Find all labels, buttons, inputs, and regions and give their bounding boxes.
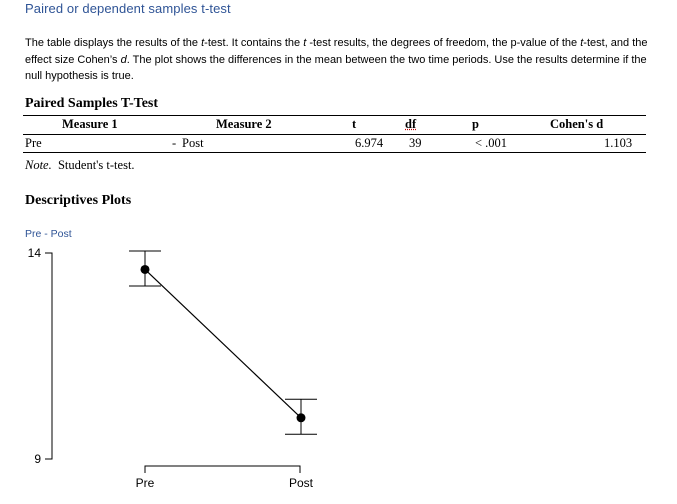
cell-dash: - [172, 136, 177, 150]
header-df: df [405, 117, 417, 131]
y-tick-label-top: 14 [27, 246, 41, 260]
mean-connecting-line [145, 269, 301, 417]
x-tick-label-post: Post [288, 476, 314, 490]
mean-point-pre [141, 265, 150, 274]
cell-measure-1: Pre [25, 136, 42, 150]
plots-title: Descriptives Plots [25, 193, 132, 208]
cell-df: 39 [409, 136, 422, 150]
description-paragraph: The table displays the results of the t-test. It contains the t -test results, the degrees of freedom, the p-value of the t-test, and the effect size Cohen’s d. The plot shows the differences in the mean between the two time periods. Use the results determine if the null hypothesis is true. [25, 37, 648, 82]
table-note: Note. Student's t-test. [25, 158, 135, 172]
header-measure-2: Measure 2 [216, 117, 272, 131]
mean-point-post [297, 413, 306, 422]
section-heading: Paired or dependent samples t-test [25, 1, 231, 16]
plot-subtitle: Pre - Post [25, 228, 72, 240]
cell-p: < .001 [475, 136, 508, 150]
cell-t: 6.974 [355, 136, 384, 150]
header-p: p [472, 117, 479, 131]
y-axis [45, 253, 52, 459]
x-tick-label-pre: Pre [135, 476, 155, 490]
cell-measure-2: Post [182, 136, 204, 150]
header-cohens-d: Cohen's d [550, 117, 604, 131]
header-measure-1: Measure 1 [62, 117, 118, 131]
table-title: Paired Samples T-Test [25, 96, 159, 111]
x-axis [145, 466, 300, 473]
cell-cohens-d: 1.103 [604, 136, 633, 150]
header-t: t [352, 117, 357, 131]
y-tick-label-bottom: 9 [34, 452, 41, 466]
